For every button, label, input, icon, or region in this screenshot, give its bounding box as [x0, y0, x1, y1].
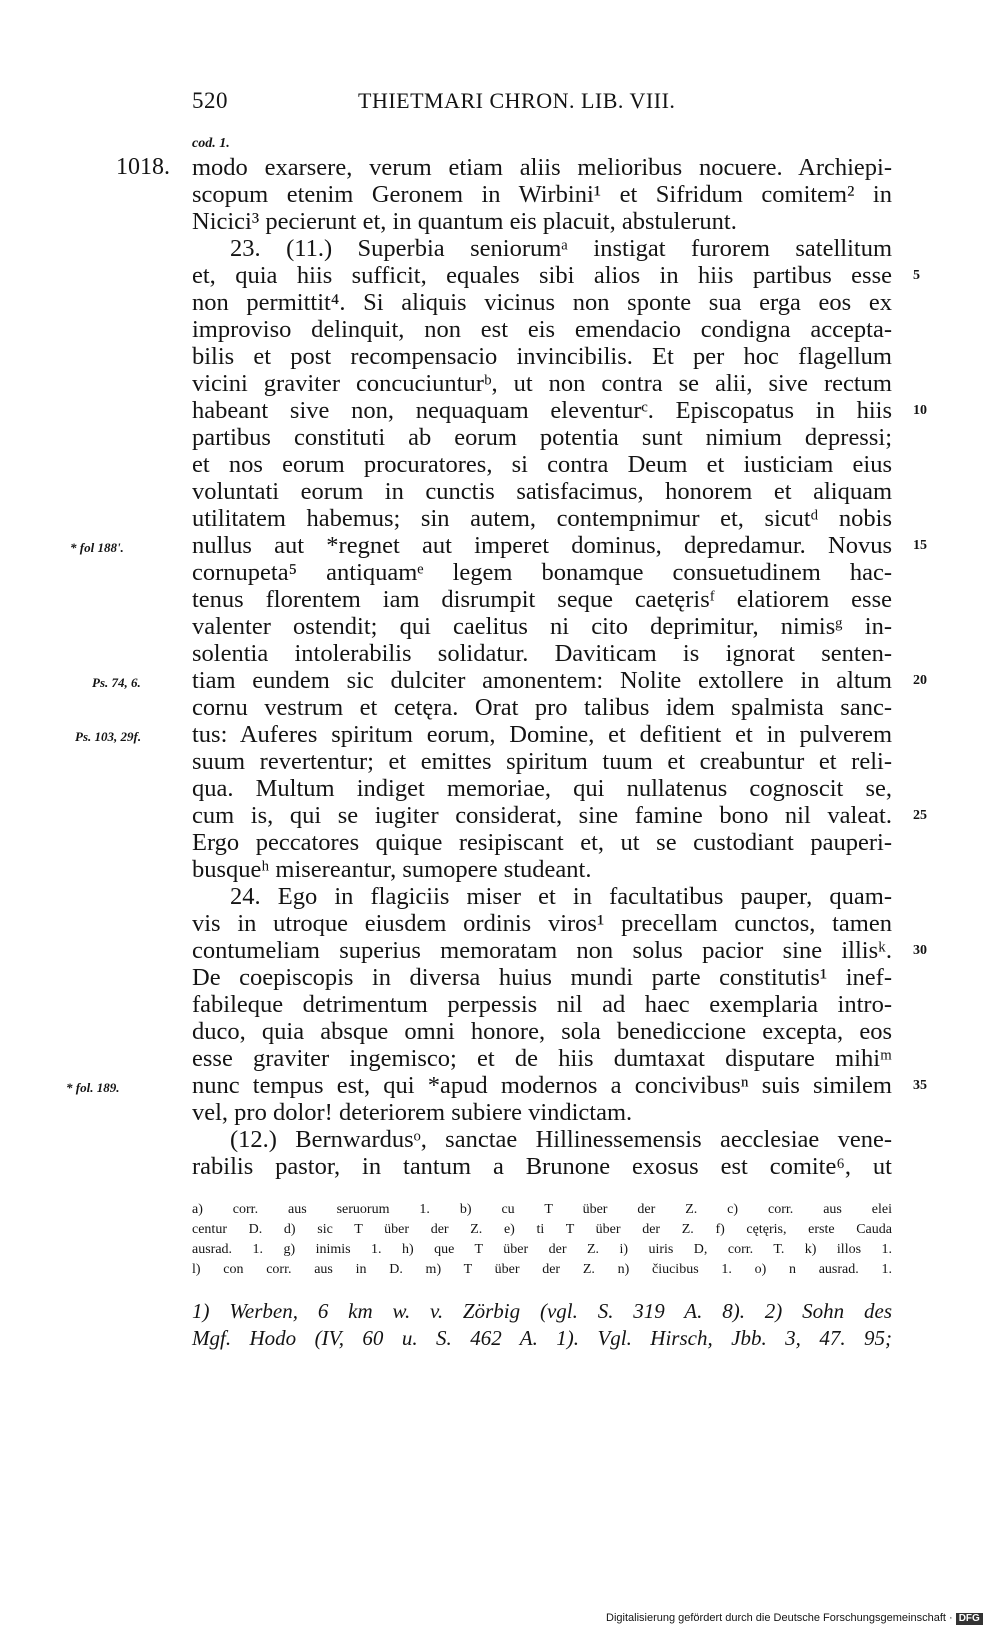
text-line: Ergo peccatores quique resipiscant et, ut se custodiant pauperi-	[192, 829, 892, 856]
line-number: 15	[913, 538, 927, 553]
line-number: 20	[913, 673, 927, 688]
margin-note: * fol. 189.	[66, 1080, 120, 1095]
cod-label: cod. 1.	[192, 136, 230, 151]
line-number: 25	[913, 808, 927, 823]
margin-note: * fol 188'.	[70, 540, 124, 555]
text-line: (12.) Bernwardusᵒ, sanctae Hillinessemensis aecclesiae vene-	[230, 1126, 892, 1153]
text-line: duco, quia absque omni honore, sola benediccione excepta, eos	[192, 1018, 892, 1045]
text-line: vicini graviter concuciunturᵇ, ut non contra se alii, sive rectum	[192, 370, 892, 397]
line-number: 5	[913, 268, 920, 283]
text-line: habeant sive non, nequaquam eleventurᶜ. Episcopatus in hiis	[192, 397, 892, 424]
text-line: vis in utroque eiusdem ordinis viros¹ precellam cunctos, tamen	[192, 910, 892, 937]
text-line: fabileque detrimentum perpessis nil ad haec exemplaria intro-	[192, 991, 892, 1018]
running-header	[192, 88, 892, 122]
text-line: cornu vestrum et cetęra. Orat pro talibus idem spalmista sanc-	[192, 694, 892, 721]
line-number: 10	[913, 403, 927, 418]
text-line: solentia intolerabilis solidatur. Daviticam is ignorat senten-	[192, 640, 892, 667]
text-line: utilitatem habemus; sin autem, contempnimur et, sicutᵈ nobis	[192, 505, 892, 532]
running-title: THIETMARI CHRON. LIB. VIII.	[358, 88, 676, 113]
text-line: partibus constituti ab eorum potentia sunt nimium depressi;	[192, 424, 892, 451]
text-line: contumeliam superius memoratam non solus pacior sine illisᵏ.	[192, 937, 892, 964]
text-line: tiam eundem sic dulciter amonentem: Nolite extollere in altum	[192, 667, 892, 694]
digitization-footer	[606, 1612, 983, 1625]
margin-note: Ps. 74, 6.	[92, 675, 141, 690]
footnote-line: Mgf. Hodo (IV, 60 u. S. 462 A. 1). Vgl. Hirsch, Jbb. 3, 47. 95;	[192, 1326, 892, 1350]
text-line: scopum etenim Geronem in Wirbini¹ et Sifridum comitem² in	[192, 181, 892, 208]
text-line: et, quia hiis sufficit, equales sibi alios in hiis partibus esse	[192, 262, 892, 289]
margin-note: Ps. 103, 29f.	[75, 729, 142, 744]
text-line: tenus florentem iam disrumpit seque caetęrisᶠ elatiorem esse	[192, 586, 892, 613]
page-number: 520	[192, 88, 228, 113]
text-line: bilis et post recompensacio invincibilis. Et per hoc flagellum	[192, 343, 892, 370]
text-line: 24. Ego in flagiciis miser et in facultatibus pauper, quam-	[230, 883, 892, 910]
year-marker: 1018.	[116, 154, 170, 180]
text-line: cum is, qui se iugiter considerat, sine famine bono nil valeat.	[192, 802, 892, 829]
footnote-line: 1) Werben, 6 km w. v. Zörbig (vgl. S. 319 A. 8). 2) Sohn des	[192, 1299, 892, 1323]
text-line: nullus aut *regnet aut imperet dominus, depredamur. Novus	[192, 532, 892, 559]
text-line: busqueʰ misereantur, sumopere studeant.	[192, 856, 592, 883]
text-line: et nos eorum procuratores, si contra Deum et iusticiam eius	[192, 451, 892, 478]
text-line: voluntati eorum in cunctis satisfacimus, honorem et aliquam	[192, 478, 892, 505]
text-line: tus: Auferes spiritum eorum, Domine, et defitient et in pulverem	[192, 721, 892, 748]
critical-note: centur D. d) sic T über der Z. e) ti T über der Z. f) cętęris, erste Cauda	[192, 1222, 892, 1237]
text-line: modo exarsere, verum etiam aliis melioribus nocuere. Archiepi-	[192, 154, 892, 181]
text-line: cornupeta⁵ antiquamᵉ legem bonamque consuetudinem hac-	[192, 559, 892, 586]
critical-note: ausrad. 1. g) inimis 1. h) que T über der Z. i) uiris D, corr. T. k) illos 1.	[192, 1242, 892, 1257]
text-line: vel, pro dolor! deteriorem subiere vindictam.	[192, 1099, 633, 1126]
line-number: 30	[913, 943, 927, 958]
text-line: De coepiscopis in diversa huius mundi parte constitutis¹ inef-	[192, 964, 892, 991]
text-line: esse graviter ingemisco; et de hiis dumtaxat disputare mihiᵐ	[192, 1045, 892, 1072]
text-line: suum revertentur; et emittes spiritum tuum et creabuntur et reli-	[192, 748, 892, 775]
critical-note: l) con corr. aus in D. m) T über der Z. n) čiucibus 1. o) n ausrad. 1.	[192, 1262, 892, 1277]
line-number: 35	[913, 1078, 927, 1093]
dfg-logo: DFG	[956, 1613, 983, 1625]
footer-text: Digitalisierung gefördert durch die Deutsche Forschungsgemeinschaft ·	[606, 1612, 953, 1624]
text-line: improviso delinquit, non est eis emendacio condigna accepta-	[192, 316, 892, 343]
text-line: nunc tempus est, qui *apud modernos a concivibusⁿ suis similem	[192, 1072, 892, 1099]
text-line: Nicici³ pecierunt et, in quantum eis placuit, abstulerunt.	[192, 208, 737, 235]
critical-note: a) corr. aus seruorum 1. b) cu T über der Z. c) corr. aus elei	[192, 1202, 892, 1217]
text-line: qua. Multum indiget memoriae, qui nullatenus cognoscit se,	[192, 775, 892, 802]
text-line: 23. (11.) Superbia seniorumᵃ instigat furorem satellitum	[230, 235, 892, 262]
text-line: rabilis pastor, in tantum a Brunone exosus est comite⁶, ut	[192, 1153, 892, 1180]
text-line: valenter ostendit; qui caelitus ni cito deprimitur, nimisᵍ in-	[192, 613, 892, 640]
text-line: non permittit⁴. Si aliquis vicinus non sponte sua erga eos ex	[192, 289, 892, 316]
